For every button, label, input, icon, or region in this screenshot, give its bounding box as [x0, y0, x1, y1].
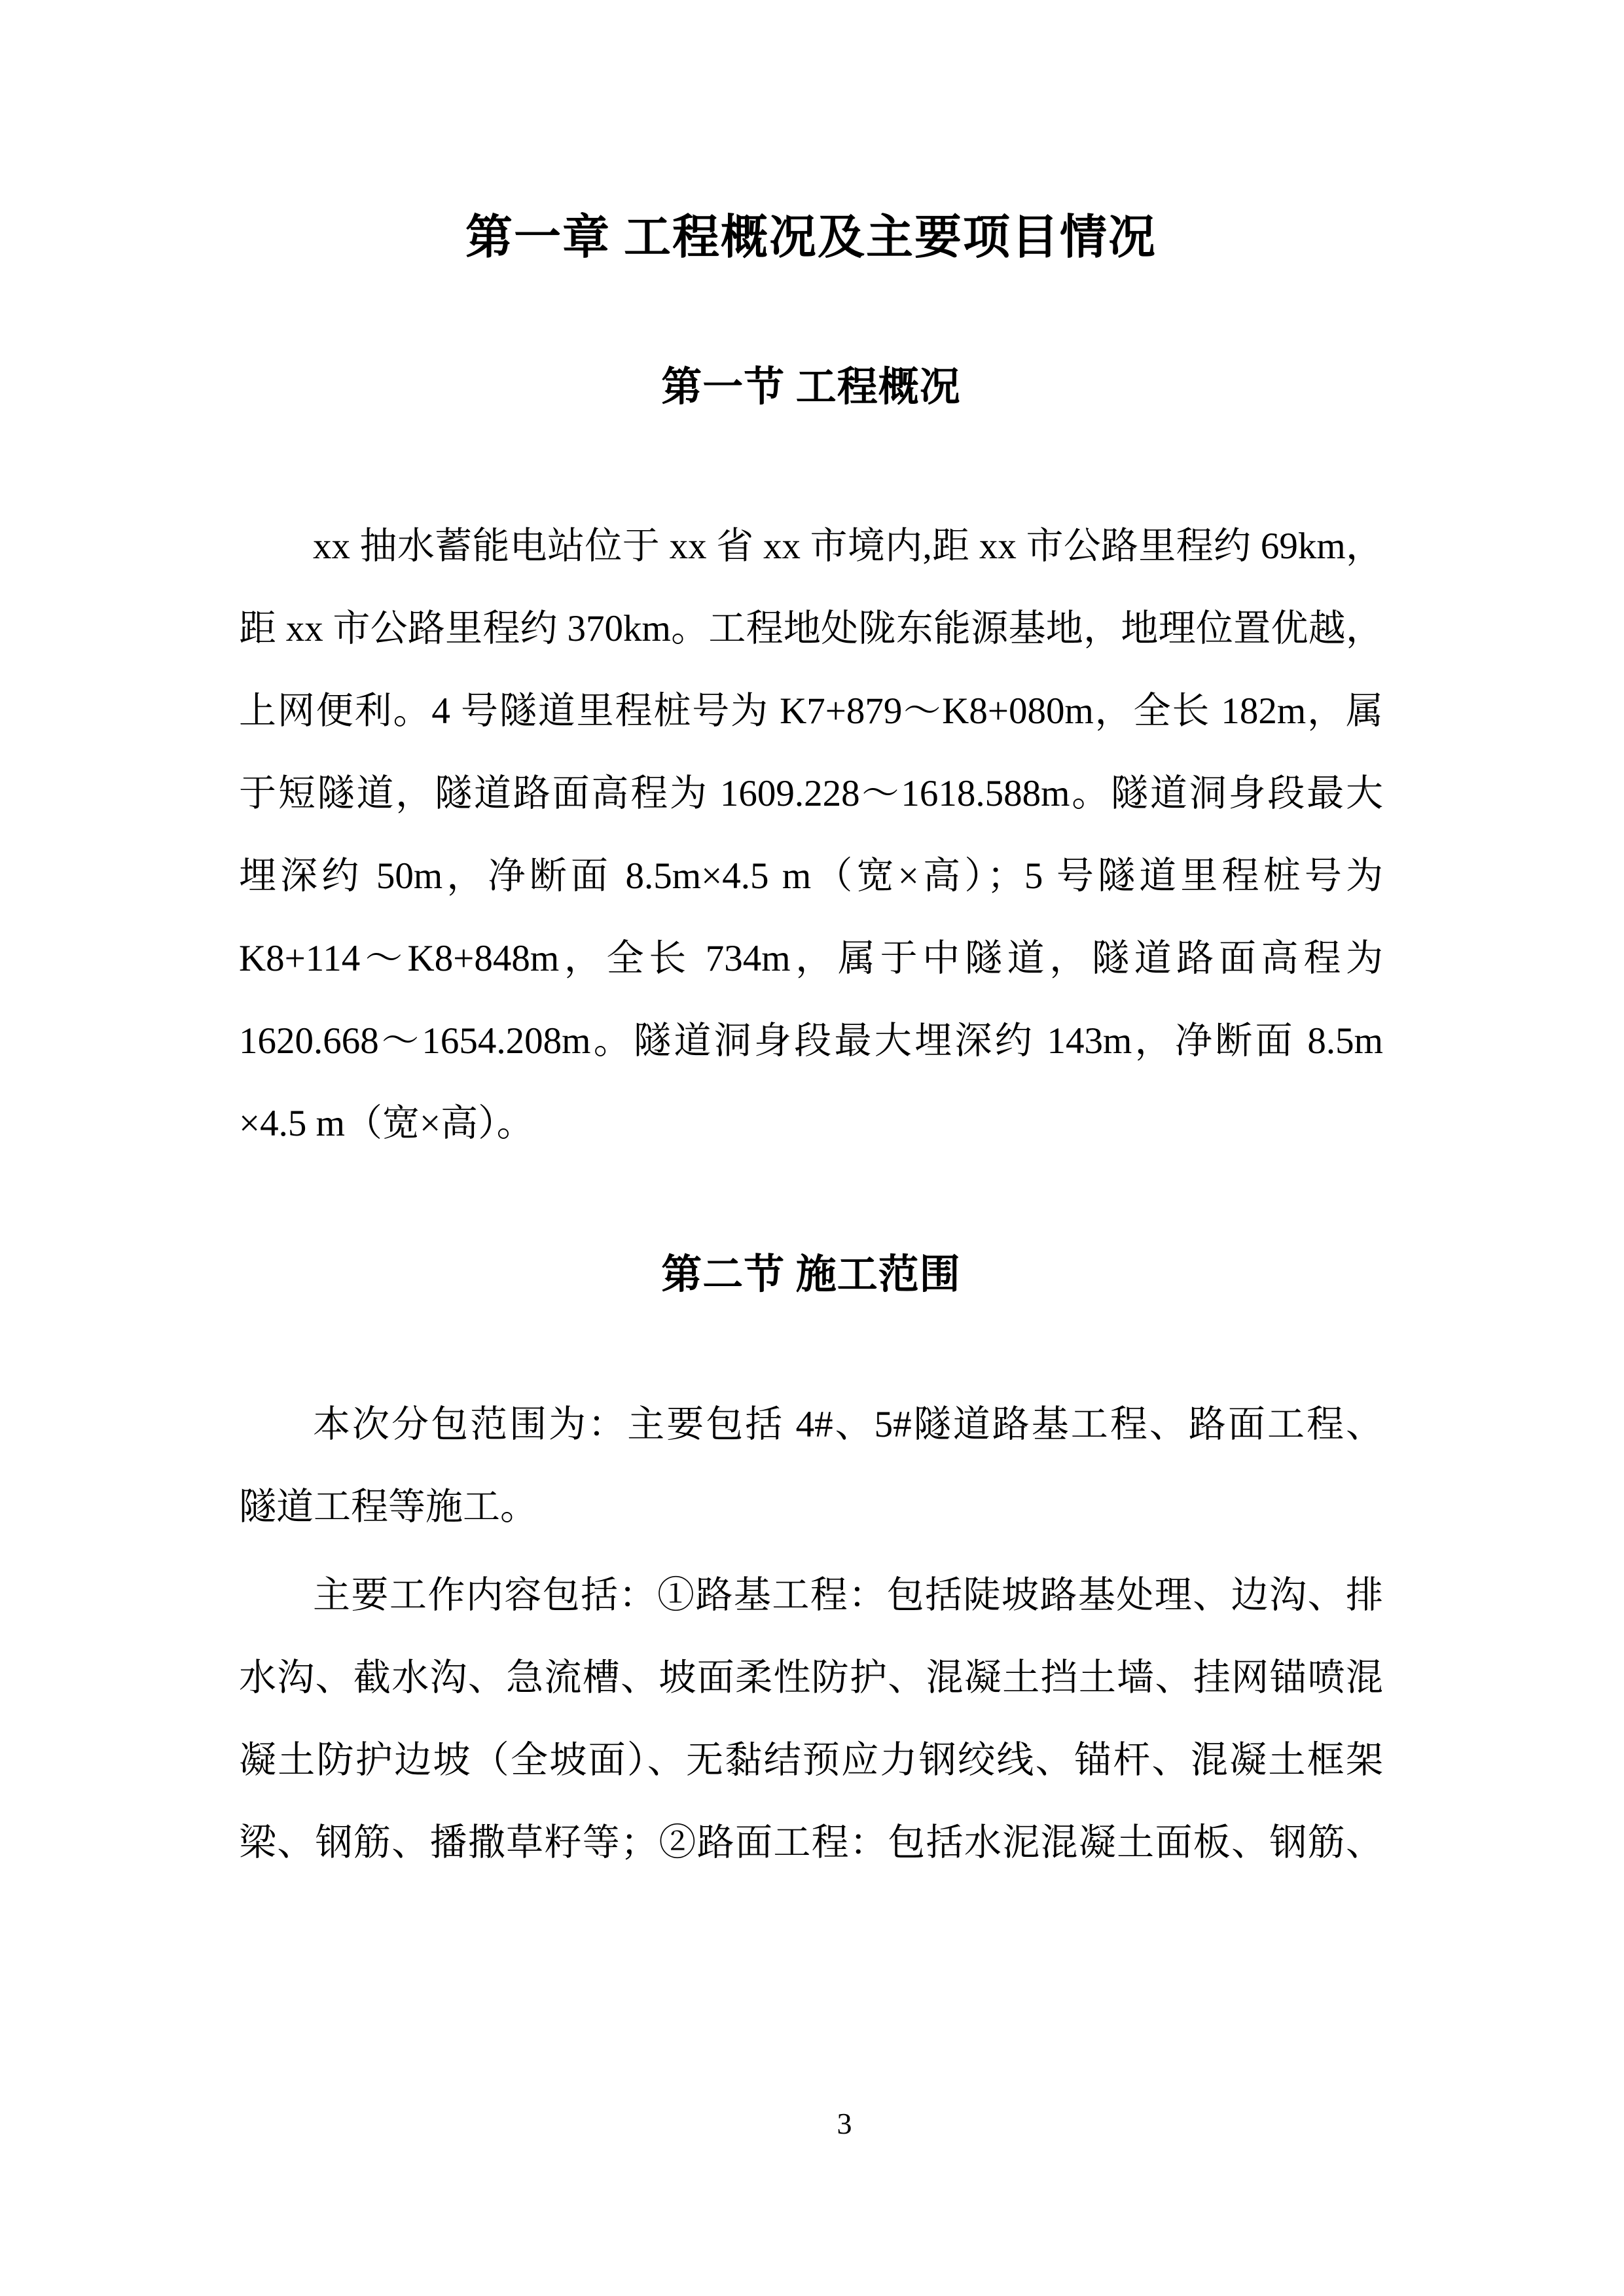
text-line: 距 xx 市公路里程约 370km。工程地处陇东能源基地，地理位置优越，: [239, 608, 1383, 649]
chapter-title: 第一章 工程概况及主要项目情况: [465, 211, 1157, 264]
text-line: xx 抽水蓄能电站位于 xx 省 xx 市境内,距 xx 市公路里程约 69km，: [313, 526, 1383, 567]
section-1-paragraph: [239, 505, 1383, 1165]
text-line: K8+114～K8+848m，全长 734m，属于中隧道，隧道路面高程为: [239, 938, 1383, 979]
text-line: 1620.668～1654.208m。隧道洞身段最大埋深约 143m，净断面 8.5m: [239, 1020, 1383, 1062]
text-line: 主要工作内容包括：①路基工程：包括陡坡路基处理、边沟、排: [313, 1575, 1383, 1616]
section-2-paragraph-2: [239, 1554, 1383, 1884]
text-line: 凝土防护边坡（全坡面）、无黏结预应力钢绞线、锚杆、混凝土框架: [239, 1740, 1383, 1781]
text-line: 梁、钢筋、播撒草籽等；②路面工程：包括水泥混凝土面板、钢筋、: [239, 1822, 1383, 1863]
text-line: ×4.5 m（宽×高）。: [239, 1103, 534, 1144]
text-line: 水沟、截水沟、急流槽、坡面柔性防护、混凝土挡土墙、挂网锚喷混: [239, 1657, 1383, 1698]
text-line: 埋深约 50m，净断面 8.5m×4.5 m（宽×高）；5 号隧道里程桩号为: [239, 855, 1383, 897]
page-number: 3: [837, 2107, 852, 2140]
text-line: 本次分包范围为：主要包括 4#、5#隧道路基工程、路面工程、: [313, 1404, 1383, 1445]
text-line: 隧道工程等施工。: [239, 1486, 537, 1528]
text-line: 于短隧道，隧道路面高程为 1609.228～1618.588m。隧道洞身段最大: [239, 773, 1383, 814]
text-line: 上网便利。4 号隧道里程桩号为 K7+879～K8+080m，全长 182m，属: [239, 691, 1383, 732]
section-2-paragraph-1: [239, 1384, 1383, 1549]
section-1-title: 第一节 工程概况: [661, 365, 961, 410]
section-2-title: 第二节 施工范围: [661, 1253, 961, 1297]
